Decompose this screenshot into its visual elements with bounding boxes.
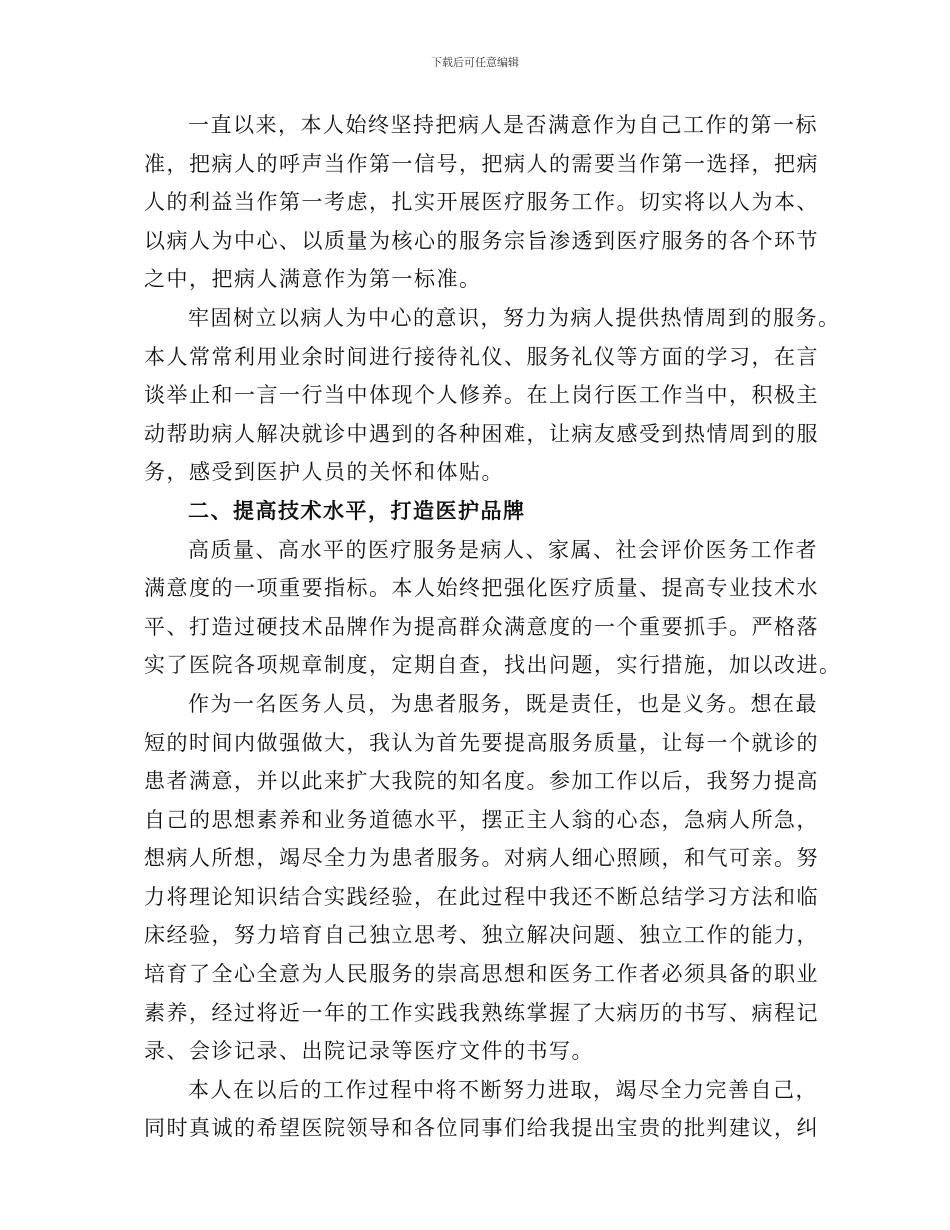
paragraph-line: 平、打造过硬技术品牌作为提高群众满意度的一个重要抓手。严格落 [144, 614, 819, 639]
paragraph-line: 短的时间内做强做大，我认为首先要提高服务质量，让每一个就诊的 [144, 730, 819, 755]
paragraph-line: 务，感受到医护人员的关怀和体贴。 [144, 460, 504, 485]
paragraph-line: 以病人为中心、以质量为核心的服务宗旨渗透到医疗服务的各个环节 [144, 228, 819, 253]
paragraph-line: 作为一名医务人员，为患者服务，既是责任，也是义务。想在最 [188, 691, 818, 716]
paragraph-line: 动帮助病人解决就诊中遇到的各种困难，让病友感受到热情周到的服 [144, 421, 819, 446]
section-heading: 二、提高技术水平，打造医护品牌 [188, 497, 526, 523]
paragraph-line: 培育了全心全意为人民服务的崇高思想和医务工作者必须具备的职业 [144, 962, 819, 987]
paragraph-line: 高质量、高水平的医疗服务是病人、家属、社会评价医务工作者 [188, 537, 818, 562]
paragraph-line: 力将理论知识结合实践经验，在此过程中我还不断总结学习方法和临 [144, 884, 819, 909]
paragraph-line: 一直以来，本人始终坚持把病人是否满意作为自己工作的第一标 [188, 113, 818, 137]
paragraph-line: 之中，把病人满意作为第一标准。 [144, 267, 482, 292]
paragraph-line: 素养，经过将近一年的工作实践我熟练掌握了大病历的书写、病程记 [144, 1000, 819, 1025]
paragraph-line: 同时真诚的希望医院领导和各位同事们给我提出宝贵的批判建议，纠 [144, 1116, 819, 1141]
page-header: 下载后可任意编辑 [431, 56, 519, 69]
paragraph-line: 牢固树立以病人为中心的意识，努力为病人提供热情周到的服务。 [188, 305, 841, 330]
paragraph-line: 人的利益当作第一考虑，扎实开展医疗服务工作。切实将以人为本、 [144, 190, 819, 215]
paragraph-line: 满意度的一项重要指标。本人始终把强化医疗质量、提高专业技术水 [144, 576, 819, 601]
paragraph-line: 患者满意，并以此来扩大我院的知名度。参加工作以后，我努力提高 [144, 769, 819, 794]
paragraph-line: 录、会诊记录、出院记录等医疗文件的书写。 [144, 1039, 594, 1064]
paragraph-line: 本人在以后的工作过程中将不断努力进取，竭尽全力完善自己， [188, 1077, 818, 1102]
paragraph-line: 实了医院各项规章制度，定期自查，找出问题，实行措施，加以改进。 [144, 653, 842, 678]
paragraph-line: 谈举止和一言一行当中体现个人修养。在上岗行医工作当中，积极主 [144, 383, 819, 408]
paragraph-line: 自己的思想素养和业务道德水平，摆正主人翁的心态，急病人所急， [144, 807, 819, 832]
paragraph-line: 想病人所想，竭尽全力为患者服务。对病人细心照顾，和气可亲。努 [144, 846, 819, 871]
paragraph-line: 本人常常利用业余时间进行接待礼仪、服务礼仪等方面的学习，在言 [144, 344, 819, 369]
paragraph-line: 准，把病人的呼声当作第一信号，把病人的需要当作第一选择，把病 [144, 151, 819, 176]
document-body [144, 106, 842, 1148]
paragraph-line: 床经验，努力培育自己独立思考、独立解决问题、独立工作的能力， [144, 923, 819, 948]
